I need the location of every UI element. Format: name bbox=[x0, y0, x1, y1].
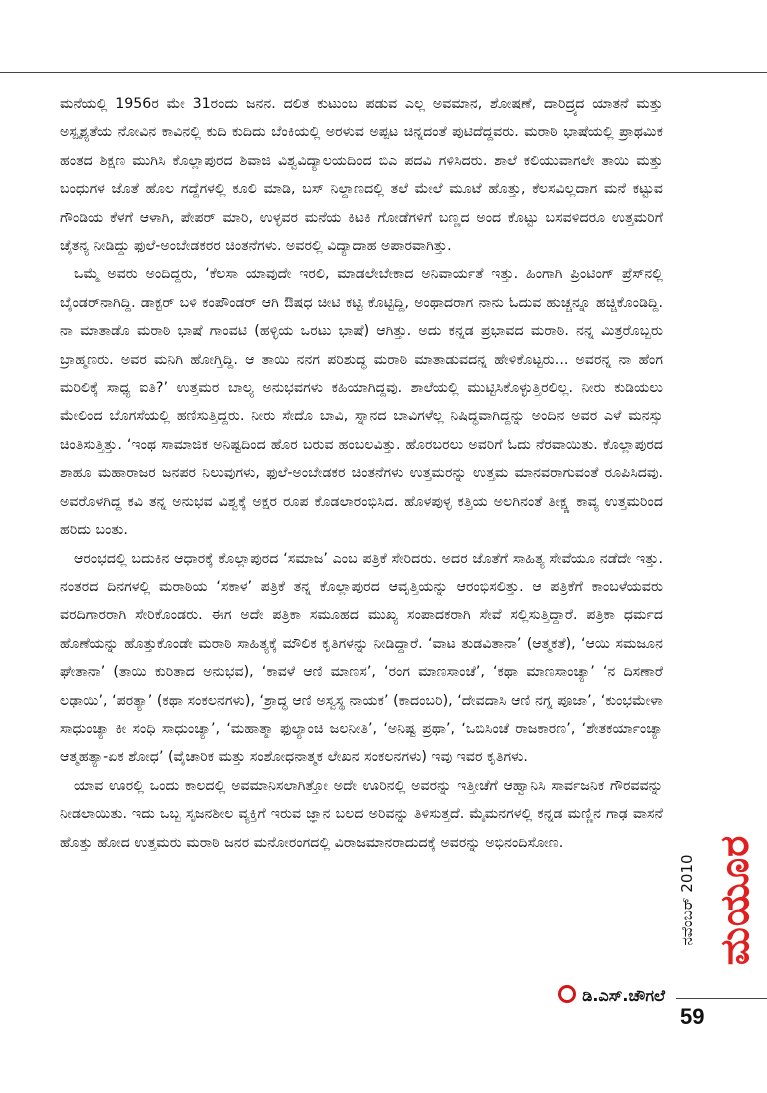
sidebar-masthead bbox=[675, 830, 767, 970]
top-rule bbox=[0, 72, 767, 73]
magazine-logo: ಮಯೂರ bbox=[712, 834, 758, 966]
author-byline bbox=[500, 985, 665, 1006]
issue-date: ನವೆಂಬರ್ 2010 bbox=[678, 854, 696, 946]
circle-bullet-icon bbox=[558, 985, 576, 1003]
article-paragraph-3: ಆರಂಭದಲ್ಲಿ ಬದುಕಿನ ಆಧಾರಕ್ಕೆ ಕೊಲ್ಲಾಪುರದ ‘ಸಮಾಜ’ ಎಂಬ ಪತ್ರಿಕೆ ಸೇರಿದರು. ಅದರ ಜೊತೆಗೆ ಸಾಹಿತ್ಯ ಸೇವೆಯೂ ನಡೆದೇ ಇತ್ತು. ನಂತರದ ದಿನಗಳಲ್ಲಿ ಮರಾಠಿಯ ‘ಸಕಾಳ’ ಪತ್ರಿಕೆ ತನ್ನ ಕೊಲ್ಲಾಪುರದ ಆವೃತ್ತಿಯನ್ನು ಆರಂಭಿಸಲಿತ್ತು. ಆ ಪತ್ರಿಕೆಗೆ ಕಾಂಬಳೆಯವರು ವರದಿಗಾರರಾಗಿ ಸೇರಿಕೊಂಡರು. ಈಗ ಅದೇ ಪತ್ರಿಕಾ ಸಮೂಹದ ಮುಖ್ಯ ಸಂಪಾದಕರಾಗಿ ಸೇವೆ ಸಲ್ಲಿಸುತ್ತಿದ್ದಾರೆ. ಪತ್ರಿಕಾ ಧರ್ಮದ ಹೊಣೆಯನ್ನು ಹೊತ್ತುಕೊಂಡೇ ಮರಾಠಿ ಸಾಹಿತ್ಯಕ್ಕೆ ಮೌಲಿಕ ಕೃತಿಗಳನ್ನು ನೀಡಿದ್ದಾರೆ. ‘ವಾಟ ತುಡವಿತಾನಾ’ (ಆತ್ಮಕತೆ), ‘ಆಯಿ ಸಮಜೂನ ಘೇತಾನಾ’ (ತಾಯಿ ಕುರಿತಾದ ಅನುಭವ), ‘ಕಾವಳೆ ಆಣಿ ಮಾಣಸ’, ‘ರಂಗ ಮಾಣಸಾಂಚೆ’, ‘ಕಥಾ ಮಾಣಸಾಂಚ್ಯಾ’ ‘ನ ದಿಸಣಾರೆ ಲಢಾಯಿ’, ‘ಪರತ್ಯಾ’ (ಕಥಾ ಸಂಕಲನಗಳು), ‘ಶ್ರಾದ್ಧ ಆಣಿ ಅಸ್ವಸ್ಥ ನಾಯಕ’ (ಕಾದಂಬರಿ), ‘ದೇವದಾಸಿ ಆಣಿ ನಗ್ನ ಪೂಜಾ’, ‘ಕುಂಭಮೇಳಾ ಸಾಧುಂಚ್ಯಾ ಕೀ ಸಂಧಿ ಸಾಧುಂಚ್ಯಾ’, ‘ಮಹಾತ್ಮಾ ಫುಲ್ಯಾಂಚಿ ಜಲನೀತಿ’, ‘ಅನಿಷ್ಟ ಪ್ರಥಾ’, ‘ಒಬಿಸಿಂಚೆ ರಾಜಕಾರಣ’, ‘ಶೇತಕರ್ಯಾಂಚ್ಯಾ ಆತ್ಮಹತ್ಯಾ-ಏಕ ಶೋಧ’ (ವೈಚಾರಿಕ ಮತ್ತು ಸಂಶೋಧನಾತ್ಮಕ ಲೇಖನ ಸಂಕಲನಗಳು) ಇವು ಇವರ ಕೃತಿಗಳು. bbox=[60, 550, 663, 766]
author-name: ಡಿ.ಎಸ್.ಚೌಗಲೆ bbox=[582, 986, 665, 1005]
article-body bbox=[60, 90, 663, 857]
article-paragraph-1: ಮನೆಯಲ್ಲಿ 1956ರ ಮೇ 31ರಂದು ಜನನ. ದಲಿತ ಕುಟುಂಬ ಪಡುವ ಎಲ್ಲ ಅವಮಾನ, ಶೋಷಣೆ, ದಾರಿದ್ರ್ಯದ ಯಾತನೆ ಮತ್ತು ಅಸ್ಪೃಶ್ಯತೆಯ ನೋವಿನ ಕಾವಿನಲ್ಲಿ ಕುದಿ ಕುದಿದು ಬೆಂಕಿಯಲ್ಲಿ ಅರಳುವ ಅಪ್ಪಟ ಚಿನ್ನದಂತೆ ಪುಟಿದೆದ್ದವರು. ಮರಾಠಿ ಭಾಷೆಯಲ್ಲಿ ಪ್ರಾಥಮಿಕ ಹಂತದ ಶಿಕ್ಷಣ ಮುಗಿಸಿ ಕೊಲ್ಲಾಪುರದ ಶಿವಾಜಿ ವಿಶ್ವವಿದ್ಯಾಲಯದಿಂದ ಬಿಎ ಪದವಿ ಗಳಿಸಿದರು. ಶಾಲೆ ಕಲಿಯುವಾಗಲೇ ತಾಯಿ ಮತ್ತು ಬಂಧುಗಳ ಜೊತೆ ಹೊಲ ಗದ್ದೆಗಳಲ್ಲಿ ಕೂಲಿ ಮಾಡಿ, ಬಸ್ ನಿಲ್ದಾಣದಲ್ಲಿ ತಲೆ ಮೇಲೆ ಮೂಟೆ ಹೊತ್ತು, ಕೆಲಸವಿಲ್ಲದಾಗ ಮನೆ ಕಟ್ಟುವ ಗೌಂಡಿಯ ಕೆಳಗೆ ಆಳಾಗಿ, ಪೇಪರ್ ಮಾರಿ, ಉಳ್ಳವರ ಮನೆಯ ಕಿಟಕಿ ಗೋಡೆಗಳಿಗೆ ಬಣ್ಣದ ಅಂದ ಕೊಟ್ಟು ಬಸವಳಿದರೂ ಉತ್ತಮರಿಗೆ ಚೈತನ್ಯ ನೀಡಿದ್ದು ಫುಲೆ-ಅಂಬೇಡಕರರ ಚಿಂತನೆಗಳು. ಅವರಲ್ಲಿ ವಿದ್ಯಾದಾಹ ಅಪಾರವಾಗಿತ್ತು. bbox=[60, 96, 663, 255]
page-number-rule bbox=[676, 998, 767, 999]
article-paragraph-4: ಯಾವ ಊರಲ್ಲಿ ಒಂದು ಕಾಲದಲ್ಲಿ ಅವಮಾನಿಸಲಾಗಿತ್ತೋ ಅದೇ ಊರಿನಲ್ಲಿ ಅವರನ್ನು ಇತ್ತೀಚೆಗೆ ಆಹ್ವಾನಿಸಿ ಸಾರ್ವಜನಿಕ ಗೌರವವನ್ನು ನೀಡಲಾಯಿತು. ಇದು ಒಬ್ಬ ಸೃಜನಶೀಲ ವ್ಯಕ್ತಿಗೆ ಇರುವ ಜ್ಞಾನ ಬಲದ ಅರಿವನ್ನು ತಿಳಿಸುತ್ತದೆ. ಮೈಮನಗಳಲ್ಲಿ ಕನ್ನಡ ಮಣ್ಣಿನ ಗಾಢ ವಾಸನೆ ಹೊತ್ತು ಹೋದ ಉತ್ತಮರು ಮರಾಠಿ ಜನರ ಮನೋರಂಗದಲ್ಲಿ ವಿರಾಜಮಾನರಾದುದಕ್ಕೆ ಅವರನ್ನು ಅಭಿನಂದಿಸೋಣ. bbox=[60, 777, 663, 851]
page-number: 59 bbox=[680, 1004, 705, 1029]
article-paragraph-2: ಒಮ್ಮೆ ಅವರು ಅಂದಿದ್ದರು, ‘ಕೆಲಸಾ ಯಾವುದೇ ಇರಲಿ, ಮಾಡಲೇಬೇಕಾದ ಅನಿವಾರ್ಯತೆ ಇತ್ತು. ಹಿಂಗಾಗಿ ಪ್ರಿಂಟಿಂಗ್ ಪ್ರೆಸ್‌ನಲ್ಲಿ ಬೈಂಡರ್‌ನಾಗಿದ್ದಿ. ಡಾಕ್ಟರ್ ಬಳಿ ಕಂಪೌಂಡರ್ ಆಗಿ ಔಷಧ ಚೀಟಿ ಕಟ್ಟಿ ಕೊಟ್ಟಿದ್ದಿ, ಅಂಥಾದರಾಗ ನಾನು ಓದುವ ಹುಚ್ಚನ್ನೂ ಹಚ್ಚಿಕೊಂಡಿದ್ದಿ. ನಾ ಮಾತಾಡೊ ಮರಾಠಿ ಭಾಷೆ ಗಾಂವಟಿ (ಹಳ್ಳಿಯ ಒರಟು ಭಾಷೆ) ಆಗಿತ್ತು. ಅದು ಕನ್ನಡ ಪ್ರಭಾವದ ಮರಾಠಿ. ನನ್ನ ಮಿತ್ರರೊಬ್ಬರು ಬ್ರಾಹ್ಮಣರು. ಅವರ ಮನಿಗಿ ಹೋಗ್ತಿದ್ದಿ. ಆ ತಾಯಿ ನನಗ ಪರಿಶುದ್ಧ ಮರಾಠಿ ಮಾತಾಡುವದನ್ನ ಹೇಳಿಕೊಟ್ಟರು... ಅವರನ್ನ ನಾ ಹೆಂಗ ಮರಿಲಿಕ್ಕೆ ಸಾಧ್ಯ ಐತಿ?’ ಉತ್ತಮರ ಬಾಲ್ಯ ಅನುಭವಗಳು ಕಹಿಯಾಗಿದ್ದವು. ಶಾಲೆಯಲ್ಲಿ ಮುಟ್ಟಿಸಿಕೊಳ್ಳುತ್ತಿರಲಿಲ್ಲ. ನೀರು ಕುಡಿಯಲು ಮೇಲಿಂದ ಬೊಗಸೆಯಲ್ಲಿ ಹಣಿಸುತ್ತಿದ್ದರು. ನೀರು ಸೇದೊ ಬಾವಿ, ಸ್ನಾನದ ಬಾವಿಗಳೆಲ್ಲ ನಿಷಿದ್ಧವಾಗಿದ್ದನ್ನು ಅಂದಿನ ಅವರ ಎಳೆ ಮನಸ್ಸು ಚಿಂತಿಸುತ್ತಿತ್ತು. ‘ಇಂಥ ಸಾಮಾಜಿಕ ಅನಿಷ್ಟದಿಂದ ಹೊರ ಬರುವ ಹಂಬಲವಿತ್ತು. ಹೊರಬರಲು ಅವರಿಗೆ ಓದು ನೆರವಾಯಿತು. ಕೊಲ್ಲಾಪುರದ ಶಾಹೂ ಮಹಾರಾಜರ ಜನಪರ ನಿಲುವುಗಳು, ಫುಲೆ-ಅಂಬೇಡಕರ ಚಿಂತನೆಗಳು ಉತ್ತಮರನ್ನು ಉತ್ತಮ ಮಾನವರಾಗುವಂತೆ ರೂಪಿಸಿದವು. ಅವರೊಳಗಿದ್ದ ಕವಿ ತನ್ನ ಅನುಭವ ವಿಶ್ವಕ್ಕೆ ಅಕ್ಷರ ರೂಪ ಕೊಡಲಾರಂಭಿಸಿದ. ಹೊಳಪುಳ್ಳ ಕತ್ತಿಯ ಅಲಗಿನಂತೆ ತೀಕ್ಷ್ಣ ಕಾವ್ಯ ಉತ್ತಮರಿಂದ ಹರಿದು ಬಂತು. bbox=[60, 266, 663, 539]
